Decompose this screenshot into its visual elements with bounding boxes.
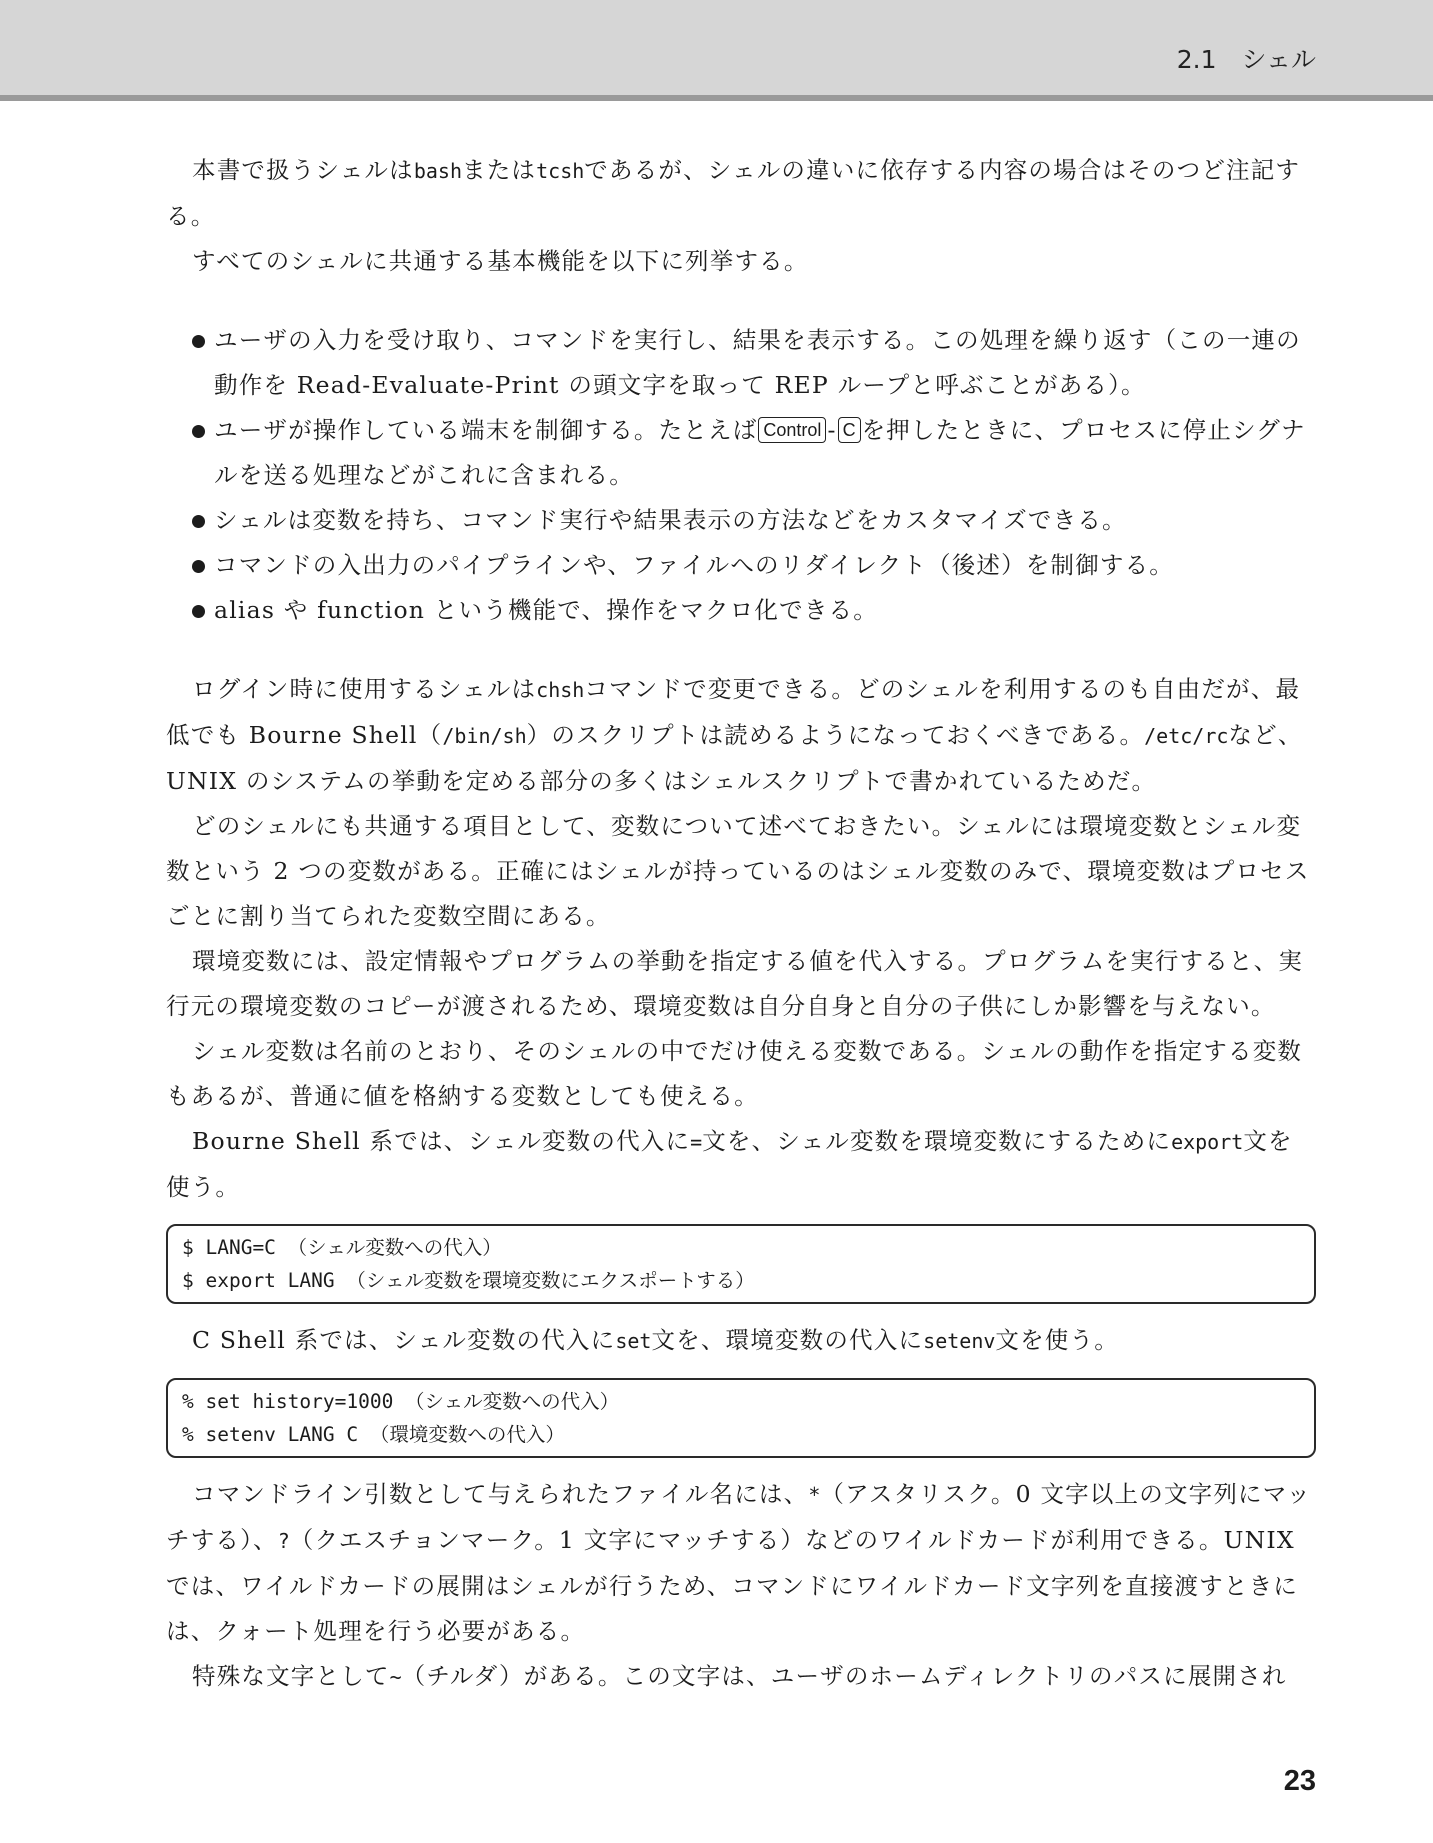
feature-list: [166, 318, 1316, 633]
inline-code-equals: =: [690, 1130, 703, 1154]
text: など、UNIX のシステムの挙動を定める部分の多くはシェルスクリプトで書かれているためだ。: [166, 721, 1303, 795]
text: Bourne Shell 系では、シェル変数の代入に: [192, 1127, 691, 1155]
text: 本書で扱うシェルは: [192, 156, 414, 184]
inline-code-tilde: ~: [389, 1665, 402, 1689]
paragraph-chsh: [166, 667, 1316, 804]
list-item: [192, 408, 1316, 498]
page-body: [166, 148, 1316, 1700]
paragraph-list-intro: すべてのシェルに共通する基本機能を以下に列挙する。: [192, 247, 809, 275]
inline-code-bash: bash: [413, 159, 463, 183]
paragraph-wildcards: [166, 1472, 1316, 1654]
paragraph-env-vars: 環境変数には、設定情報やプログラムの挙動を指定する値を代入する。プログラムを実行すると、実行元の環境変数のコピーが渡されるため、環境変数は自分自身と自分の子供にしか影響を与えない。: [166, 947, 1304, 1020]
paragraph-shell-vars: シェル変数は名前のとおり、そのシェルの中でだけ使える変数である。シェルの動作を指定する変数もあるが、普通に値を格納する変数としても使える。: [166, 1037, 1303, 1110]
list-item: alias や function という機能で、操作をマクロ化できる。: [192, 588, 1316, 633]
code-block-cshell: [166, 1378, 1316, 1458]
list-item: シェルは変数を持ち、コマンド実行や結果表示の方法などをカスタマイズできる。: [192, 498, 1316, 543]
list-item: ユーザの入力を受け取り、コマンドを実行し、結果を表示する。この処理を繰り返す（この一連の動作を Read-Evaluate-Print の頭文字を取って REP ループと呼ぶことがある）。: [192, 318, 1316, 408]
inline-code-bin-sh: /bin/sh: [442, 724, 527, 748]
inline-code-etc-rc: /etc/rc: [1144, 724, 1229, 748]
text: C Shell 系では、シェル変数の代入に: [192, 1326, 616, 1354]
code-line: % setenv LANG C （環境変数への代入）: [182, 1423, 565, 1446]
code-line: $ export LANG （シェル変数を環境変数にエクスポートする）: [182, 1269, 755, 1292]
paragraph-cshell: [166, 1318, 1316, 1364]
code-line: % set history=1000 （シェル変数への代入）: [182, 1390, 620, 1413]
text: コマンドで変更できる。どのシェルを利用するのも自由だが、最低でも Bourne Shell（: [166, 675, 1301, 749]
page-number: 23: [1283, 1765, 1316, 1797]
running-header-band: [0, 0, 1433, 101]
text: （クエスチョンマーク。1 文字にマッチする）などのワイルドカードが利用できる。UNIX では、ワイルドカードの展開はシェルが行うため、コマンドにワイルドカード文字列を直接渡すときには、クォート処理を行う必要がある。: [166, 1526, 1298, 1645]
inline-code-setenv: setenv: [923, 1329, 996, 1353]
text: であるが、シェルの違いに依存する内容の場合はそのつど注記する。: [166, 156, 1301, 230]
section-heading: 2.1 シェル: [1176, 45, 1316, 74]
text: または: [462, 156, 537, 184]
text: 文を、環境変数の代入に: [651, 1326, 924, 1354]
text: （チルダ）がある。この文字は、ユーザのホームディレクトリのパスに展開され: [401, 1662, 1287, 1690]
list-item: コマンドの入出力のパイプラインや、ファイルへのリダイレクト（後述）を制御する。: [192, 543, 1316, 588]
key-separator: -: [827, 416, 837, 444]
text: （アスタリスク。0 文字以上の文字列にマッチする）、: [166, 1480, 1312, 1554]
text: ログイン時に使用するシェルは: [192, 675, 537, 703]
text: ）のスクリプトは読めるようになっておくべきである。: [526, 721, 1145, 749]
code-block-bourne: [166, 1224, 1316, 1304]
keycap-control: Control: [758, 417, 826, 443]
code-line: $ LANG=C （シェル変数への代入）: [182, 1236, 502, 1259]
keycap-c: C: [838, 417, 861, 443]
text: コマンドライン引数として与えられたファイル名には、: [192, 1480, 809, 1508]
inline-code-question: ?: [277, 1529, 290, 1553]
text: を押したときに、プロセスに停止シグナルを送る処理などがこれに含まれる。: [214, 416, 1306, 489]
text: 特殊な文字として: [192, 1662, 390, 1690]
inline-code-tcsh: tcsh: [536, 159, 585, 183]
paragraph-tilde: [166, 1654, 1316, 1700]
inline-code-export: export: [1171, 1130, 1244, 1154]
inline-code-set: set: [615, 1329, 652, 1353]
text: ユーザが操作している端末を制御する。たとえば: [214, 416, 758, 444]
paragraph-intro: [166, 148, 1316, 239]
text: 文を使う。: [166, 1127, 1293, 1201]
text: 文を使う。: [995, 1326, 1119, 1354]
paragraph-variables: どのシェルにも共通する項目として、変数について述べておきたい。シェルには環境変数とシェル変数という 2 つの変数がある。正確にはシェルが持っているのはシェル変数のみで、環境変数はプロセスごとに割り当てられた変数空間にある。: [166, 812, 1310, 930]
inline-code-asterisk: *: [808, 1483, 821, 1507]
paragraph-bourne: [166, 1119, 1316, 1210]
text: 文を、シェル変数を環境変数にするために: [702, 1127, 1172, 1155]
inline-code-chsh: chsh: [536, 678, 585, 702]
